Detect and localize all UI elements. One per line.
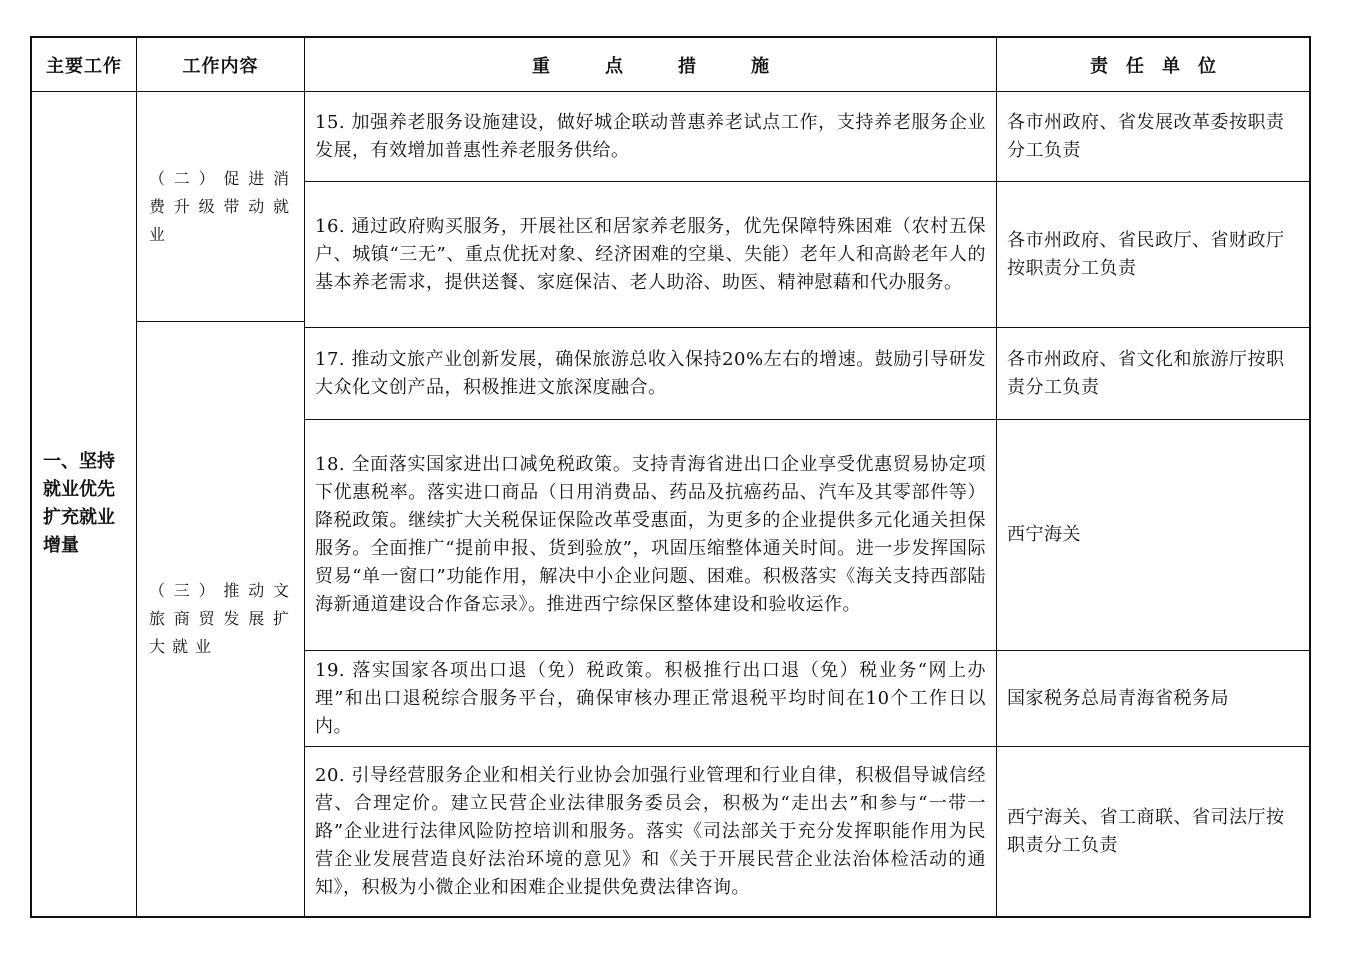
header-responsible-unit: 责任单位: [1090, 55, 1234, 77]
measure-cell: [305, 651, 996, 746]
measure-text: 16. 通过政府购买服务，开展社区和居家养老服务，优先保障特殊困难（农村五保户、城镇“三无”、重点优抚对象、经济困难的空巢、失能）老年人和高龄老年人的基本养老需求，提供送餐、家庭保洁、老人助浴、助医、精神慰藉和代办服务。: [315, 215, 986, 293]
work-content-cell: [137, 322, 304, 916]
unit-cell: [997, 747, 1309, 916]
unit-cell: [997, 182, 1309, 327]
main-work-cell: [32, 92, 136, 916]
unit-text: 各市州政府、省发展改革委按职责分工负责: [1007, 111, 1285, 161]
measure-cell: [305, 328, 996, 419]
unit-text: 各市州政府、省民政厅、省财政厅按职责分工负责: [1007, 229, 1285, 279]
unit-cell: [997, 420, 1309, 650]
measure-text: 15. 加强养老服务设施建设，做好城企联动普惠养老试点工作，支持养老服务企业发展，有效增加普惠性养老服务供给。: [315, 111, 986, 161]
measure-cell: [305, 182, 996, 327]
measure-cell: [305, 420, 996, 650]
header-key-measures: 重点措施: [532, 55, 824, 77]
unit-text: 西宁海关: [1007, 524, 1081, 545]
measure-text: 17. 推动文旅产业创新发展，确保旅游总收入保持20%左右的增速。鼓励引导研发大众化文创产品，积极推进文旅深度融合。: [315, 348, 986, 398]
header-work-content: 工作内容: [182, 55, 259, 77]
work-content-cell: [137, 92, 304, 321]
work-content-text: （二）促进消费升级带动就业: [149, 168, 296, 244]
header-main-work: 主要工作: [46, 55, 122, 77]
unit-text: 各市州政府、省文化和旅游厅按职责分工负责: [1007, 348, 1285, 398]
main-work-text: 一、坚持就业优先扩充就业增量: [43, 451, 115, 556]
measure-text: 20. 引导经营服务企业和相关行业协会加强行业管理和行业自律，积极倡导诚信经营、合理定价。建立民营企业法律服务委员会，积极为“走出去”和参与“一带一路”企业进行法律风险防控培训和服务。落实《司法部关于充分发挥职能作用为民营企业发展营造良好法治环境的意见》和《关于开展民营企业法治体检活动的通知》，积极为小微企业和困难企业提供免费法律咨询。: [315, 764, 986, 898]
measure-cell: [305, 92, 996, 181]
unit-text: 西宁海关、省工商联、省司法厅按职责分工负责: [1007, 806, 1285, 856]
work-content-text: （三）推动文旅商贸发展扩大就业: [149, 581, 296, 656]
measure-text: 19. 落实国家各项出口退（免）税政策。积极推行出口退（免）税业务“网上办理”和出口退税综合服务平台，确保审核办理正常退税平均时间在10个工作日以内。: [315, 659, 986, 737]
unit-text: 国家税务总局青海省税务局: [1007, 687, 1229, 709]
unit-cell: [997, 651, 1309, 746]
measure-cell: [305, 747, 996, 916]
measure-text: 18. 全面落实国家进出口减免税政策。支持青海省进出口企业享受优惠贸易协定项下优惠税率。落实进口商品（日用消费品、药品及抗癌药品、汽车及其零部件等）降税政策。继续扩大关税保证保险改革受惠面，为更多的企业提供多元化通关担保服务。全面推广“提前申报、货到验放”，巩固压缩整体通关时间。进一步发挥国际贸易“单一窗口”功能作用，解决中小企业问题、困难。积极落实《海关支持西部陆海新通道建设合作备忘录》。推进西宁综保区整体建设和验收运作。: [315, 454, 986, 615]
policy-table: [30, 36, 1311, 918]
unit-cell: [997, 328, 1309, 419]
unit-cell: [997, 92, 1309, 181]
